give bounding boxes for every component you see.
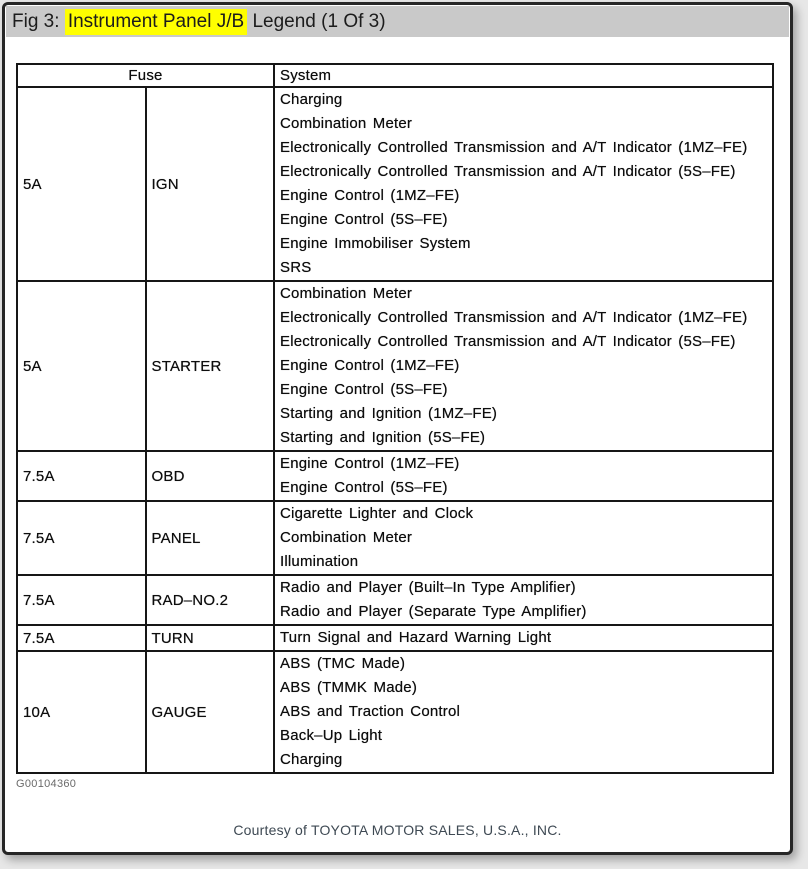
system-line: Engine Control (1MZ–FE): [280, 455, 460, 472]
system-line: Starting and Ignition (1MZ–FE): [280, 405, 498, 422]
table-row: [17, 575, 773, 625]
table-row: [17, 625, 773, 651]
system-line: Charging: [280, 91, 343, 108]
fuse-name-cell: OBD: [146, 451, 275, 501]
system-line: Engine Control (1MZ–FE): [280, 187, 460, 204]
system-line: Radio and Player (Separate Type Amplifier): [280, 603, 587, 620]
system-line: Engine Immobiliser System: [280, 235, 471, 252]
table-header-row: [17, 64, 773, 87]
fuse-amperage-cell: 10A: [17, 651, 146, 773]
fuse-table-body: [17, 87, 773, 773]
table-header-system: System: [274, 64, 773, 87]
caption-highlight: Instrument Panel J/B: [65, 9, 247, 35]
system-line: Electronically Controlled Transmission and A/T Indicator (1MZ–FE): [280, 139, 748, 156]
system-line: Charging: [280, 751, 343, 768]
system-line: Radio and Player (Built–In Type Amplifier): [280, 579, 576, 596]
system-line: Engine Control (5S–FE): [280, 479, 448, 496]
fuse-name-cell: TURN: [146, 625, 275, 651]
page-frame: [2, 2, 793, 855]
table-row: [17, 87, 773, 281]
system-cell: [274, 625, 773, 651]
system-line: Combination Meter: [280, 529, 413, 546]
table-row: [17, 651, 773, 773]
table-row: [17, 501, 773, 575]
system-cell: [274, 281, 773, 451]
system-cell: [274, 651, 773, 773]
system-line: Combination Meter: [280, 285, 413, 302]
courtesy-line: Courtesy of TOYOTA MOTOR SALES, U.S.A., INC.: [233, 822, 562, 838]
system-cell: [274, 87, 773, 281]
system-line: Back–Up Light: [280, 727, 383, 744]
system-line: ABS (TMMK Made): [280, 679, 418, 696]
fuse-name-cell: GAUGE: [146, 651, 275, 773]
fuse-name-cell: PANEL: [146, 501, 275, 575]
system-line: Electronically Controlled Transmission and A/T Indicator (5S–FE): [280, 163, 736, 180]
system-line: Engine Control (1MZ–FE): [280, 357, 460, 374]
system-line: Turn Signal and Hazard Warning Light: [280, 629, 552, 646]
figure-caption-bar: [6, 6, 789, 37]
system-cell: [274, 451, 773, 501]
system-cell: [274, 501, 773, 575]
fuse-name-cell: IGN: [146, 87, 275, 281]
system-line: Electronically Controlled Transmission and A/T Indicator (5S–FE): [280, 333, 736, 350]
system-line: SRS: [280, 259, 312, 276]
fuse-amperage-cell: 5A: [17, 281, 146, 451]
figure-id: G00104360: [16, 778, 77, 790]
system-line: Cigarette Lighter and Clock: [280, 505, 474, 522]
fuse-name-cell: STARTER: [146, 281, 275, 451]
fuse-table-head: [17, 64, 773, 87]
system-cell: [274, 575, 773, 625]
table-row: [17, 281, 773, 451]
system-line: Combination Meter: [280, 115, 413, 132]
fuse-amperage-cell: 7.5A: [17, 451, 146, 501]
fuse-table: [16, 63, 774, 774]
table-row: [17, 451, 773, 501]
system-line: ABS (TMC Made): [280, 655, 406, 672]
fuse-name-cell: RAD–NO.2: [146, 575, 275, 625]
system-line: ABS and Traction Control: [280, 703, 461, 720]
fuse-amperage-cell: 7.5A: [17, 625, 146, 651]
figure-caption-prefix: Fig 3:: [12, 10, 65, 32]
system-line: Starting and Ignition (5S–FE): [280, 429, 486, 446]
fuse-amperage-cell: 5A: [17, 87, 146, 281]
system-line: Illumination: [280, 553, 359, 570]
system-line: Engine Control (5S–FE): [280, 211, 448, 228]
figure-caption-suffix: Legend (1 Of 3): [247, 10, 386, 32]
system-line: Engine Control (5S–FE): [280, 381, 448, 398]
fuse-amperage-cell: 7.5A: [17, 575, 146, 625]
table-header-fuse: Fuse: [17, 64, 274, 87]
system-line: Electronically Controlled Transmission and A/T Indicator (1MZ–FE): [280, 309, 748, 326]
fuse-amperage-cell: 7.5A: [17, 501, 146, 575]
